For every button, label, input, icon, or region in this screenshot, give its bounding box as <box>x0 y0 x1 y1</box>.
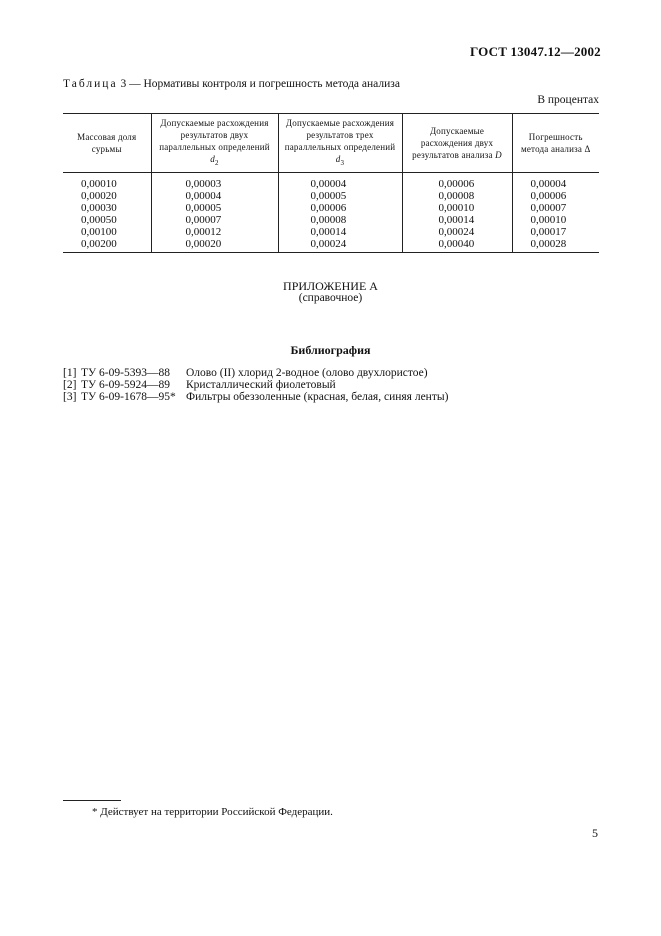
table-units: В процентах <box>537 94 599 106</box>
table-cell: 0,00010 <box>512 214 599 226</box>
table-cell: 0,00050 <box>81 213 117 226</box>
appendix-subtitle: (справочное) <box>298 292 363 304</box>
table-cell: 0,00010 <box>81 177 117 190</box>
table-cell: 0,00003 <box>151 172 278 190</box>
footnote: * Действует на территории Российской Федерации. <box>92 806 333 818</box>
table-row <box>63 238 599 253</box>
bibliography-item-number: [1] <box>63 367 77 379</box>
table-cell: 0,00017 <box>512 226 599 238</box>
footnote-separator <box>63 800 121 801</box>
bibliography-item <box>63 391 448 403</box>
table-cell: 0,00006 <box>512 190 599 202</box>
table-caption-prefix: Таблица <box>63 78 118 90</box>
table-cell: 0,00100 <box>81 225 117 238</box>
bibliography-item-code: ТУ 6-09-5393—88 <box>81 367 170 379</box>
col-header-mass-fraction: Массовая доля сурьмы <box>63 114 151 173</box>
standard-designation: ГОСТ 13047.12—2002 <box>470 44 601 59</box>
bibliography-item-text: Олово (II) хлорид 2-водное (олово двухлористое) <box>186 367 428 379</box>
table-cell: 0,00030 <box>81 201 117 214</box>
table-cell: 0,00008 <box>278 214 402 226</box>
table-cell: 0,00006 <box>278 202 402 214</box>
col-header-d3: Допускаемые расхождения результатов трех параллельных определений $d_3$ <box>278 114 402 173</box>
bibliography-title: Библиография <box>290 343 371 357</box>
bibliography-item <box>63 379 336 391</box>
bibliography-item-code: ТУ 6-09-1678—95* <box>81 391 176 403</box>
bibliography-item-text: Фильтры обеззоленные (красная, белая, синяя ленты) <box>186 391 449 403</box>
table-cell: 0,00024 <box>402 226 512 238</box>
table-cell: 0,00008 <box>402 190 512 202</box>
page-number: 5 <box>592 826 598 840</box>
bibliography-item <box>63 367 428 379</box>
col-header-error: Погрешность метода анализа Δ <box>512 114 599 173</box>
table-row <box>63 214 599 226</box>
appendix-title: ПРИЛОЖЕНИЕ А <box>283 279 378 293</box>
col-header-d2: Допускаемые расхождения результатов двух параллельных определений $d_2$ <box>151 114 278 173</box>
table-row <box>63 172 599 190</box>
table-cell: 0,00200 <box>63 238 151 253</box>
bibliography-item-number: [2] <box>63 379 77 391</box>
table-cell: 0,00020 <box>81 189 117 202</box>
bibliography-item-code: ТУ 6-09-5924—89 <box>81 379 170 391</box>
table-cell: 0,00007 <box>151 214 278 226</box>
table-row <box>63 202 599 214</box>
bibliography-item-text: Кристаллический фиолетовый <box>186 379 336 391</box>
bibliography-item-number: [3] <box>63 391 77 403</box>
norms-table <box>63 113 599 253</box>
table-cell: 0,00010 <box>402 202 512 214</box>
table-cell: 0,00004 <box>278 172 402 190</box>
table-cell: 0,00007 <box>512 202 599 214</box>
table-cell: 0,00012 <box>151 226 278 238</box>
table-cell: 0,00004 <box>512 172 599 190</box>
table-caption-text: 3 — Нормативы контроля и погрешность метода анализа <box>117 78 400 90</box>
table-cell: 0,00014 <box>402 214 512 226</box>
table-cell: 0,00024 <box>278 238 402 253</box>
table-cell: 0,00014 <box>278 226 402 238</box>
table-cell: 0,00020 <box>151 238 278 253</box>
table-row <box>63 190 599 202</box>
table-row <box>63 226 599 238</box>
table-cell: 0,00028 <box>512 238 599 253</box>
col-header-D: Допускаемые расхождения двух результатов анализа D <box>402 114 512 173</box>
table-header-row <box>63 114 599 173</box>
table-cell: 0,00005 <box>278 190 402 202</box>
table-caption <box>63 78 400 90</box>
table-cell: 0,00040 <box>402 238 512 253</box>
table-cell: 0,00005 <box>151 202 278 214</box>
table-cell: 0,00006 <box>402 172 512 190</box>
table-cell: 0,00004 <box>151 190 278 202</box>
